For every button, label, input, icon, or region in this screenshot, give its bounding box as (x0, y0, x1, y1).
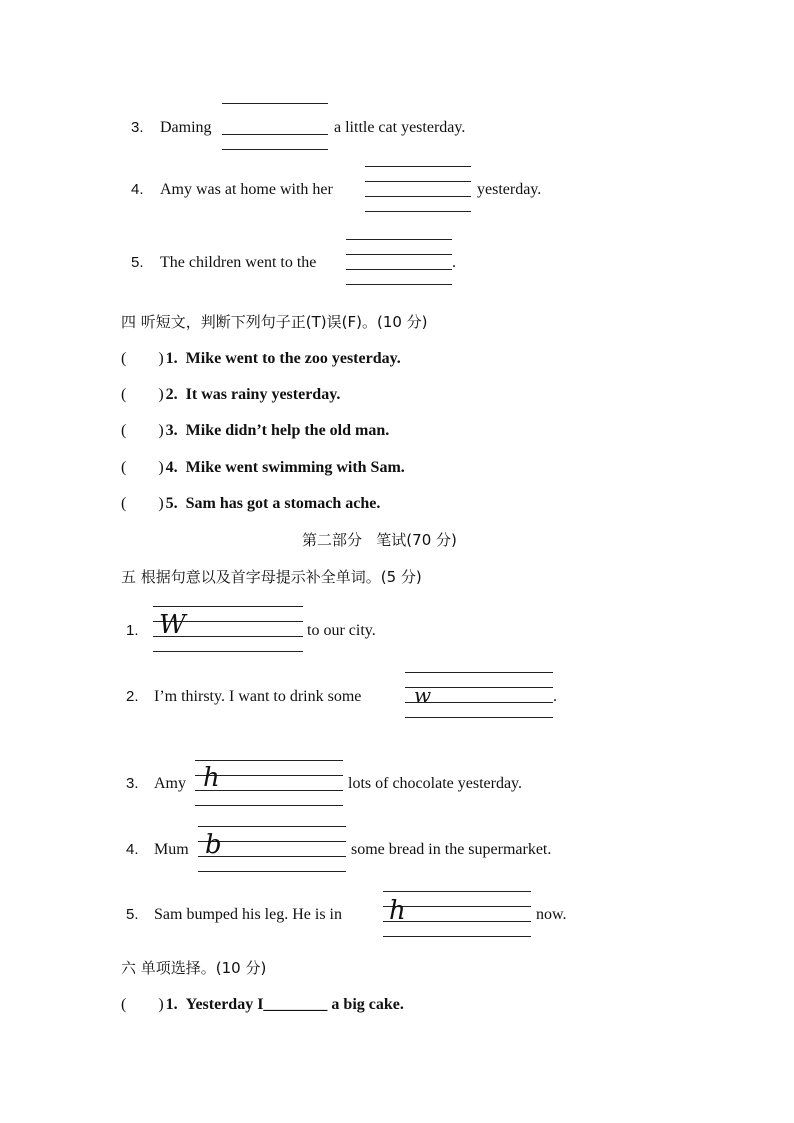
answer-bracket[interactable]: ( ) (121, 386, 164, 403)
writing-line-4 (383, 936, 531, 937)
sentence-end: . (553, 688, 557, 705)
sentence-start: Daming (160, 119, 212, 136)
sentence-start: Amy was at home with her (160, 181, 333, 198)
answer-bracket[interactable]: ( ) (121, 459, 164, 476)
first-letter-hint: h (203, 763, 220, 793)
writing-line-1 (198, 826, 346, 827)
writing-line-bottom (365, 211, 471, 212)
answer-bracket[interactable]: ( ) (121, 422, 164, 439)
writing-line-4 (153, 651, 303, 652)
sentence-end: a little cat yesterday. (334, 119, 466, 136)
sentence-end: to our city. (307, 622, 376, 639)
first-letter-hint: b (205, 830, 222, 860)
first-letter-hint: W (159, 610, 186, 640)
writing-line-4 (198, 871, 346, 872)
writing-line-1 (195, 760, 343, 761)
writing-line-4 (195, 805, 343, 806)
tf-statement: Mike went to the zoo yesterday. (185, 350, 401, 367)
sentence-end: yesterday. (477, 181, 542, 198)
tf-item-1 (121, 349, 401, 369)
writing-line-mid (365, 181, 471, 182)
tf-item-4 (121, 458, 405, 478)
section-6-heading: 六 单项选择。(10 分) (121, 959, 267, 977)
tf-statement: Mike didn’t help the old man. (185, 422, 390, 439)
writing-line-1 (405, 672, 553, 673)
writing-line-1 (383, 891, 531, 892)
tf-statement: Mike went swimming with Sam. (185, 459, 405, 476)
sentence-start: The children went to the (160, 254, 317, 271)
item-number: 5. (126, 906, 139, 923)
sentence-end: some bread in the supermarket. (351, 841, 552, 858)
writing-line-top (365, 166, 471, 167)
sentence-end: now. (536, 906, 567, 923)
first-letter-hint: h (389, 896, 406, 926)
writing-line-mid (346, 254, 452, 255)
tf-statement: Sam has got a stomach ache. (185, 495, 381, 512)
answer-line[interactable] (346, 269, 452, 270)
writing-line-1 (153, 606, 303, 607)
sentence-start: I’m thirsty. I want to drink some (154, 688, 362, 705)
tf-statement: It was rainy yesterday. (185, 386, 341, 403)
sentence-start: Amy (154, 775, 186, 792)
item-number: 3. (131, 119, 144, 136)
item-number: 4. (165, 459, 178, 476)
sentence-start: Sam bumped his leg. He is in (154, 906, 342, 923)
item-number: 2. (165, 386, 178, 403)
writing-line-bottom (346, 284, 452, 285)
first-letter-hint: w (414, 683, 432, 707)
choice-question: Yesterday I________ a big cake. (185, 996, 404, 1013)
tf-item-2 (121, 385, 340, 405)
item-number: 4. (131, 181, 144, 198)
answer-bracket[interactable]: ( ) (121, 350, 164, 367)
item-number: 3. (126, 775, 139, 792)
writing-line-bottom (222, 149, 328, 150)
item-number: 5. (165, 495, 178, 512)
answer-line[interactable] (365, 196, 471, 197)
sentence-end: . (452, 254, 456, 271)
tf-item-5 (121, 494, 380, 514)
tf-item-3 (121, 421, 389, 441)
answer-bracket[interactable]: ( ) (121, 996, 164, 1013)
item-number: 1. (126, 622, 139, 639)
section-5-heading: 五 根据句意以及首字母提示补全单词。(5 分) (121, 568, 422, 586)
writing-line-top (346, 239, 452, 240)
item-number: 5. (131, 254, 144, 271)
part-2-title: 第二部分 笔试(70 分) (302, 531, 457, 549)
answer-bracket[interactable]: ( ) (121, 495, 164, 512)
item-number: 4. (126, 841, 139, 858)
item-number: 1. (165, 350, 178, 367)
item-number: 1. (165, 996, 178, 1013)
section-4-heading: 四 听短文，判断下列句子正(T)误(F)。(10 分) (121, 313, 428, 331)
answer-line[interactable] (222, 134, 328, 135)
item-number: 2. (126, 688, 139, 705)
writing-line-top (222, 103, 328, 104)
sentence-start: Mum (154, 841, 189, 858)
sentence-end: lots of chocolate yesterday. (348, 775, 523, 792)
item-number: 3. (165, 422, 178, 439)
writing-line-4 (405, 717, 553, 718)
choice-item-1 (121, 995, 404, 1015)
